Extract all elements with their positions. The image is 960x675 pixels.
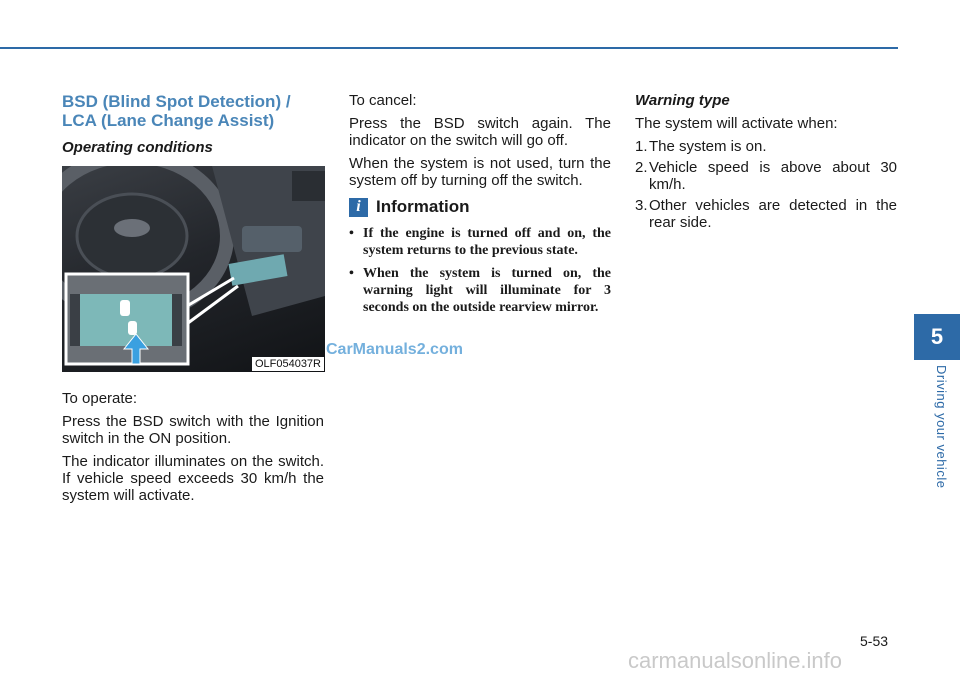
figure-caption: OLF054037R — [252, 357, 324, 371]
right-column — [635, 92, 897, 235]
header-rule — [0, 47, 898, 49]
chapter-tab[interactable]: 5 — [914, 314, 960, 360]
footer-watermark: carmanualsonline.info — [628, 648, 843, 673]
information-header — [349, 197, 611, 217]
step-item: 1. The system is on. — [635, 138, 767, 155]
turn-off-instruction: When the system is not used, turn the system off by turning off the switch. — [349, 155, 611, 189]
cancel-instruction: Press the BSD switch again. The indicator on the switch will go off. — [349, 115, 611, 149]
page-number: 5-53 — [860, 633, 889, 649]
activation-intro: The system will activate when: — [635, 115, 838, 132]
dashboard-illustration — [62, 166, 325, 372]
chapter-tab-label: Driving your vehicle — [934, 365, 949, 489]
indicator-description: The indicator illuminates on the switch. If vehicle speed exceeds 30 km/h the system will activate. — [62, 453, 324, 504]
operate-instruction: Press the BSD switch with the Ignition switch in the ON position. — [62, 413, 324, 447]
site-watermark: CarManuals2.com — [326, 341, 463, 358]
operate-label: To operate: — [62, 390, 138, 407]
information-title: Information — [376, 197, 470, 216]
information-list — [349, 225, 611, 316]
bsd-switch-figure — [62, 166, 325, 372]
section-title: BSD (Blind Spot Detection) / LCA (Lane Change Assist) — [62, 92, 291, 130]
cancel-label: To cancel: — [349, 92, 417, 109]
step-item: 3. Other vehicles are detected in the rear side. — [635, 197, 897, 231]
warning-type-heading: Warning type — [635, 92, 730, 109]
left-column — [62, 92, 324, 510]
info-bullet: • If the engine is turned off and on, the system returns to the previous state. — [349, 225, 611, 259]
activation-steps — [635, 138, 897, 231]
step-item: 2. Vehicle speed is above about 30 km/h. — [635, 159, 897, 193]
operating-conditions-heading: Operating conditions — [62, 139, 213, 156]
info-bullet: • When the system is turned on, the warning light will illuminate for 3 seconds on the outside rearview mirror. — [349, 265, 611, 316]
middle-column — [349, 92, 611, 322]
info-icon: i — [349, 198, 368, 217]
